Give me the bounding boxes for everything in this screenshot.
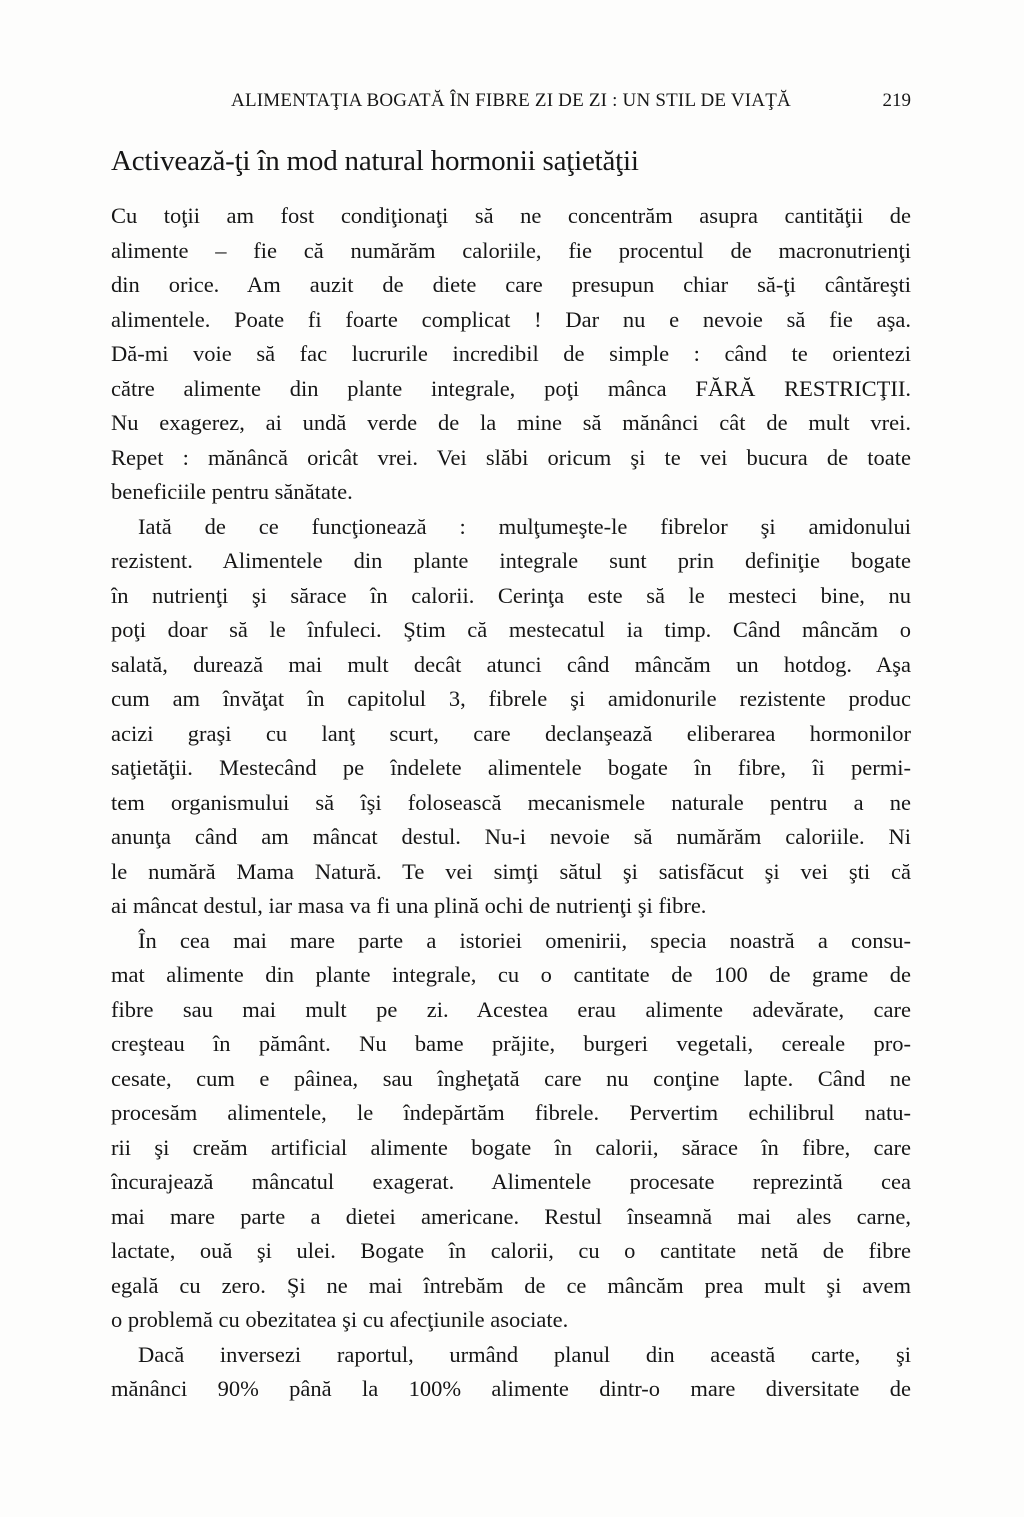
text-line: mat alimente din plante integrale, cu o cantitate de 100 de grame de [111,962,911,987]
text-line: creşteau în pământ. Nu bame prăjite, burgeri vegetali, cereale pro- [111,1031,911,1056]
running-head [111,88,911,114]
text-line: Cu toţii am fost condiţionaţi să ne concentrăm asupra cantităţii de [111,203,911,228]
section-heading: Activează-ţi în mod natural hormonii saţietăţii [111,145,639,177]
text-line: le numără Mama Natură. Te vei simţi sătul şi satisfăcut şi vei şti că [111,858,911,884]
text-line: mai mare parte a dietei americane. Restul înseamnă mai ales carne, [111,1203,911,1229]
text-line: salată, durează mai mult decât atunci când mâncăm un hotdog. Aşa [111,651,911,677]
running-head-title: ALIMENTAŢIA BOGATĂ ÎN FIBRE ZI DE ZI : UN STIL DE VIAŢĂ [231,90,791,111]
text-line: din orice. Am auzit de diete care presupun chiar să-ţi cântăreşti [111,272,911,297]
text-line: În cea mai mare parte a istoriei omenirii, specia noastră a consu- [138,927,911,953]
text-line: acizi graşi cu lanţ scurt, care declanşează eliberarea hormonilor [111,720,911,746]
text-line: rezistent. Alimentele din plante integrale sunt prin definiţie bogate [111,548,911,573]
text-line: tem organismului să îşi folosească mecanismele naturale pentru a ne [111,789,911,815]
text-line: ai mâncat destul, iar masa va fi una plină ochi de nutrienţi şi fibre. [111,893,707,918]
text-line: rii şi creăm artificial alimente bogate în calorii, sărace în fibre, care [111,1134,911,1160]
text-line: Dacă inversezi raportul, urmând planul din această carte, şi [138,1341,911,1367]
text-line: către alimente din plante integrale, poţi mânca FĂRĂ RESTRICŢII. [111,375,911,401]
paragraph [111,510,911,924]
text-line: beneficiile pentru sănătate. [111,479,353,504]
text-line: poţi doar să le înfuleci. Ştim că mestecatul ia timp. Când mâncăm o [111,617,911,642]
text-line: anunţa când am mâncat destul. Nu-i nevoie să numărăm caloriile. Ni [111,824,911,849]
text-line: alimente – fie că numărăm caloriile, fie procentul de macronutrienţi [111,237,911,263]
text-line: egală cu zero. Şi ne mai întrebăm de ce mâncăm prea mult şi avem [111,1272,911,1298]
text-line: fibre sau mai mult pe zi. Acestea erau alimente adevărate, care [111,996,911,1022]
text-line: alimentele. Poate fi foarte complicat ! Dar nu e nevoie să fie aşa. [111,306,911,332]
text-line: saţietăţii. Mestecând pe îndelete alimentele bogate în fibre, îi permi- [111,755,911,780]
text-line: lactate, ouă şi ulei. Bogate în calorii, cu o cantitate netă de fibre [111,1238,911,1263]
text-line: procesăm alimentele, le îndepărtăm fibrele. Pervertim echilibrul natu- [111,1100,911,1125]
text-line: mănânci 90% până la 100% alimente dintr-o mare diversitate de [111,1376,911,1401]
paragraph [111,199,911,510]
text-line: cum am învăţat în capitolul 3, fibrele şi amidonurile rezistente produc [111,686,911,711]
text-line: Nu exagerez, ai undă verde de la mine să mănânci cât de mult vrei. [111,410,911,435]
text-line: Iată de ce funcţionează : mulţumeşte-le fibrelor şi amidonului [138,513,911,539]
page-number: 219 [882,90,911,111]
paragraph [111,924,911,1338]
text-line: cesate, cum e pâinea, sau îngheţată care nu conţine lapte. Când ne [111,1065,911,1091]
text-line: în nutrienţi şi sărace în calorii. Cerinţa este să le mesteci bine, nu [111,582,911,608]
paragraph [111,1338,911,1407]
text-line: Dă-mi voie să fac lucrurile incredibil de simple : când te orientezi [111,341,911,366]
text-line: Repet : mănâncă oricât vrei. Vei slăbi oricum şi te vei bucura de toate [111,444,911,470]
body-text [111,199,911,1407]
text-line: o problemă cu obezitatea şi cu afecţiunile asociate. [111,1307,569,1332]
text-line: încurajează mâncatul exagerat. Alimentele procesate reprezintă cea [111,1169,911,1194]
